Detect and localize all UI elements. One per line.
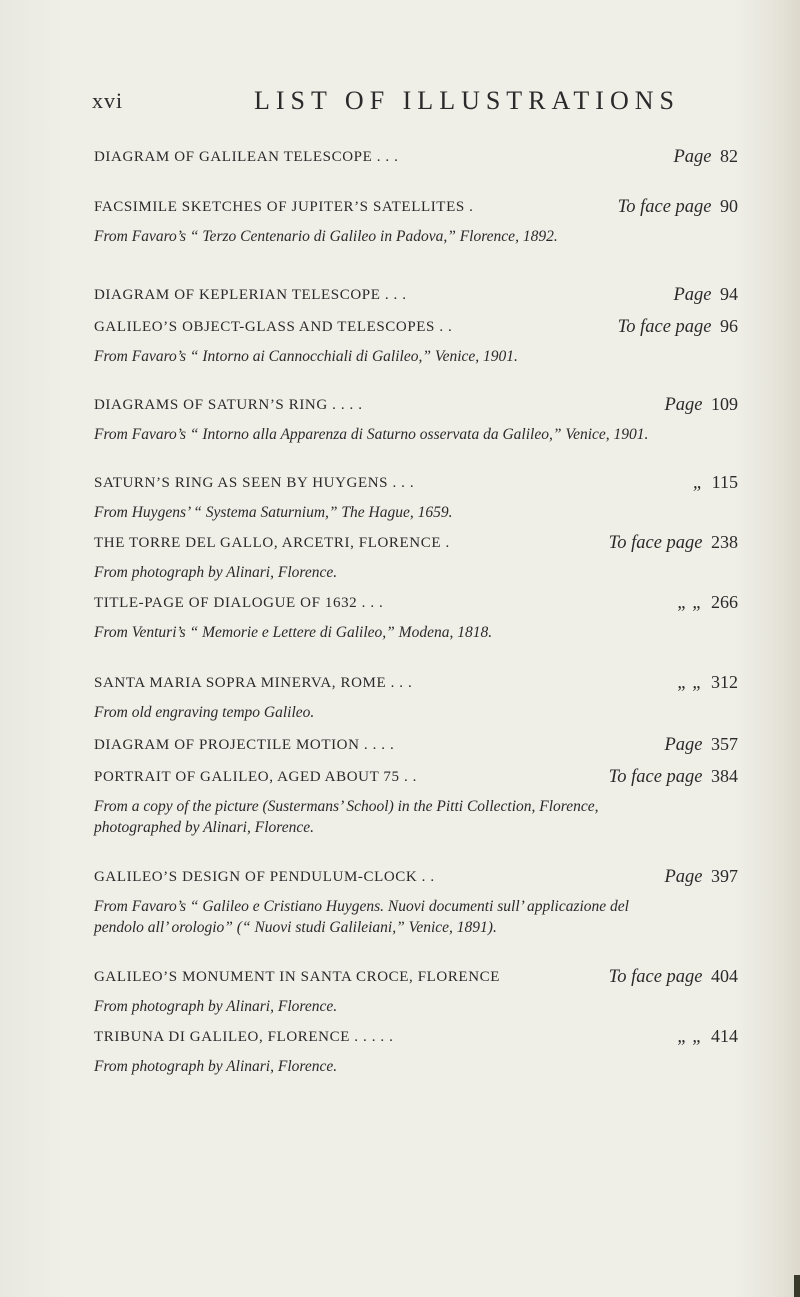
page-ref-number: 115 <box>711 472 738 492</box>
page-reference <box>664 734 738 756</box>
entry-source: From Favaro’s “ Terzo Centenario di Galileo in Padova,” Florence, 1892. <box>94 228 558 245</box>
list-entry <box>94 1026 750 1077</box>
entry-title: DIAGRAM OF GALILEAN TELESCOPE . . . <box>94 149 399 165</box>
entry-title: DIAGRAM OF KEPLERIAN TELESCOPE . . . <box>94 287 407 303</box>
page-ref-label: To face page <box>617 317 712 337</box>
page-ref-label: To face page <box>617 197 712 217</box>
page-ref-number: 404 <box>711 966 738 986</box>
list-entry <box>94 146 750 174</box>
page-ref-label: To face page <box>608 967 703 987</box>
page-ref-label: „ „ <box>677 593 703 613</box>
page-ref-number: 94 <box>720 284 738 304</box>
entry-title: PORTRAIT OF GALILEO, AGED ABOUT 75 . . <box>94 769 418 785</box>
page-ref-label: Page <box>673 147 712 167</box>
entry-title: TRIBUNA DI GALILEO, FLORENCE . . . . . <box>94 1029 394 1045</box>
page-ref-label: „ „ <box>677 1027 703 1047</box>
page-number: xvi <box>92 88 124 113</box>
page-ref-number: 266 <box>711 592 738 612</box>
page-ref-number: 357 <box>711 734 738 754</box>
entry-title: TITLE-PAGE OF DIALOGUE OF 1632 . . . <box>94 595 384 611</box>
list-entry <box>94 592 750 643</box>
list-entry <box>94 766 750 838</box>
page-ref-label: To face page <box>608 767 703 787</box>
page-ref-number: 384 <box>711 766 738 786</box>
page-ref-label: Page <box>673 285 712 305</box>
list-entry <box>94 196 750 247</box>
page-reference <box>609 766 738 788</box>
page-reference <box>677 1026 738 1048</box>
page-ref-label: To face page <box>608 533 703 553</box>
page-reference <box>664 394 738 416</box>
entry-source: From Favaro’s “ Intorno alla Apparenza di Saturno osservata da Galileo,” Venice, 1901. <box>94 426 649 443</box>
list-entry <box>94 532 750 583</box>
page-reference <box>677 592 738 614</box>
list-entry <box>94 866 750 938</box>
page-reference <box>677 672 738 694</box>
page-header <box>0 86 800 126</box>
entry-title: FACSIMILE SKETCHES OF JUPITER’S SATELLITES . <box>94 199 474 215</box>
entry-source: From Huygens’ “ Systema Saturnium,” The Hague, 1659. <box>94 504 453 521</box>
page-ref-number: 312 <box>711 672 738 692</box>
list-entry <box>94 394 750 445</box>
page-ref-number: 96 <box>720 316 738 336</box>
page-ref-label: Page <box>664 867 703 887</box>
entry-title: THE TORRE DEL GALLO, ARCETRI, FLORENCE . <box>94 535 450 551</box>
list-entry <box>94 672 750 723</box>
page-reference <box>618 196 738 218</box>
page-reference <box>609 532 738 554</box>
entry-source: From Favaro’s “ Intorno ai Cannocchiali di Galileo,” Venice, 1901. <box>94 348 518 365</box>
page-edge-mark <box>794 1275 800 1297</box>
entry-title: GALILEO’S DESIGN OF PENDULUM-CLOCK . . <box>94 869 435 885</box>
list-entry <box>94 316 750 367</box>
list-entry <box>94 284 750 312</box>
running-head: LIST OF ILLUSTRATIONS <box>254 86 680 115</box>
page-ref-number: 90 <box>720 196 738 216</box>
entry-source: From a copy of the picture (Sustermans’ School) in the Pitti Collection, Florence, photographed by Alinari, Florence. <box>94 798 599 836</box>
page-ref-number: 82 <box>720 146 738 166</box>
page-ref-number: 414 <box>711 1026 738 1046</box>
entry-title: SATURN’S RING AS SEEN BY HUYGENS . . . <box>94 475 415 491</box>
entry-source: From old engraving tempo Galileo. <box>94 704 315 721</box>
page-ref-label: Page <box>664 735 703 755</box>
page-ref-number: 397 <box>711 866 738 886</box>
page-ref-label: „ <box>692 473 704 493</box>
page-reference <box>693 472 738 494</box>
entry-title: DIAGRAMS OF SATURN’S RING . . . . <box>94 397 363 413</box>
entry-source: From Venturi’s “ Memorie e Lettere di Galileo,” Modena, 1818. <box>94 624 493 641</box>
page-reference <box>664 866 738 888</box>
entry-source: From Favaro’s “ Galileo e Cristiano Huygens. Nuovi documenti sull’ applicazione del pendolo all’ orologio” (“ Nuovi studi Galileiani,” Venice, 1891). <box>94 898 629 936</box>
entry-title: GALILEO’S MONUMENT IN SANTA CROCE, FLORENCE <box>94 969 500 985</box>
page-reference <box>673 146 738 168</box>
list-entry <box>94 472 750 523</box>
entry-source: From photograph by Alinari, Florence. <box>94 1058 338 1075</box>
entry-title: SANTA MARIA SOPRA MINERVA, ROME . . . <box>94 675 413 691</box>
entry-title: DIAGRAM OF PROJECTILE MOTION . . . . <box>94 737 395 753</box>
entry-source: From photograph by Alinari, Florence. <box>94 564 338 581</box>
page-reference <box>673 284 738 306</box>
page-ref-number: 238 <box>711 532 738 552</box>
list-entry <box>94 966 750 1017</box>
page-reference <box>609 966 738 988</box>
page-ref-number: 109 <box>711 394 738 414</box>
entry-title: GALILEO’S OBJECT-GLASS AND TELESCOPES . . <box>94 319 453 335</box>
page-reference <box>618 316 738 338</box>
list-entry <box>94 734 750 762</box>
page-ref-label: Page <box>664 395 703 415</box>
page-ref-label: „ „ <box>677 673 703 693</box>
entry-source: From photograph by Alinari, Florence. <box>94 998 338 1015</box>
